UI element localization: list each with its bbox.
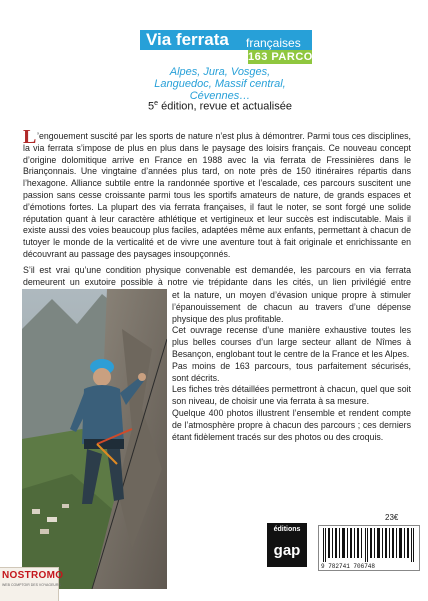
edition-number: 5 <box>148 100 155 113</box>
book-title-suffix: françaises <box>246 36 301 50</box>
right-paragraph-4: Les fiches très détaillées permettront à chacun, quel que soit son niveau, de choisir une via ferrata à sa mesure. <box>172 384 411 407</box>
intro-text: ’engouement suscité par les sports de nature n’est plus à démontrer. Parmi tous ces disciplines, la via ferrata s’impose de plus en plus dans le paysage des loisirs français. Ce nouveau concept d’origine dolomitique arrive en France en 1988 avec la via ferrata de Fressinières dans le Briançonnais. Une vingtaine d’années plus tard, on note près de 150 itinéraires répartis dans l’hexagone. Alliance subtile entre la randonnée sportive et l’escalade, ces parcours suscitent une passion sans cesse croissante parmi tous les sportifs amateurs de nature, de grands espaces et d’émotions fortes. La plupart des via ferrata françaises, il faut le noter, se sont forgé une solide réputation quant à leur caractère athlétique et vertigineux et leur succès est indiscutable. Mais il existe aussi des voies beaucoup plus faciles, adaptées même aux enfants, permettant à chacun de tutoyer le monde de la verticalité et de vivre une aventure tout à fait originale et enrichissante en découvrant au passage des paysages insoupçonnés. <box>23 131 411 259</box>
nostromo-tagline: WEB COMPTOIR DES VOYAGEURS <box>2 583 61 587</box>
intro-paragraph <box>23 131 411 261</box>
edition-line <box>148 97 292 114</box>
right-paragraph-1: et la nature, un moyen d’évasion unique propre à stimuler l’épanouissement de chacun au travers d’une dépense physique des plus profitable. <box>172 290 411 324</box>
right-paragraph-2: Cet ouvrage recense d’une manière exhaustive toutes les plus belles courses d’un large secteur allant de Nîmes à Besançon, englobant tout le centre de la France et les Alpes. <box>172 325 411 359</box>
price: 23€ <box>385 513 399 522</box>
edition-superscript: e <box>154 100 159 107</box>
publisher-label: éditions <box>273 526 301 533</box>
right-column <box>172 290 411 443</box>
drop-cap: L <box>23 126 37 148</box>
right-paragraph-3: Pas moins de 163 parcours, tous parfaitement sécurisés, sont décrits. <box>172 360 411 383</box>
regions-list: Alpes, Jura, Vosges, Languedoc, Massif central, Cévennes… <box>154 66 286 102</box>
climber-photo <box>22 289 167 589</box>
publisher-name: gap <box>273 542 301 559</box>
climber-photo-illustration <box>22 289 167 589</box>
condition-paragraph: S’il est vrai qu’une condition physique convenable est demandée, les parcours en via ferrata demeurent un exutoire possible à notre vie trépidante dans les cités, un lien privilégié entre <box>23 265 411 287</box>
route-count: 163 PARCOURS <box>248 51 338 63</box>
edition-text: édition, revue et actualisée <box>158 100 292 113</box>
right-paragraph-5: Quelque 400 photos illustrent l’ensemble et rendent compte de l’atmosphère propre à chacun des parcours ; ces derniers étant fidèlement tracés sur des photos ou des croquis. <box>172 407 411 442</box>
barcode-bars <box>319 526 419 562</box>
nostromo-logo-text: NOSTROMO <box>2 570 64 581</box>
barcode-digits: 9 782741 706748 <box>321 563 376 570</box>
book-title: Via ferrata <box>146 30 229 49</box>
